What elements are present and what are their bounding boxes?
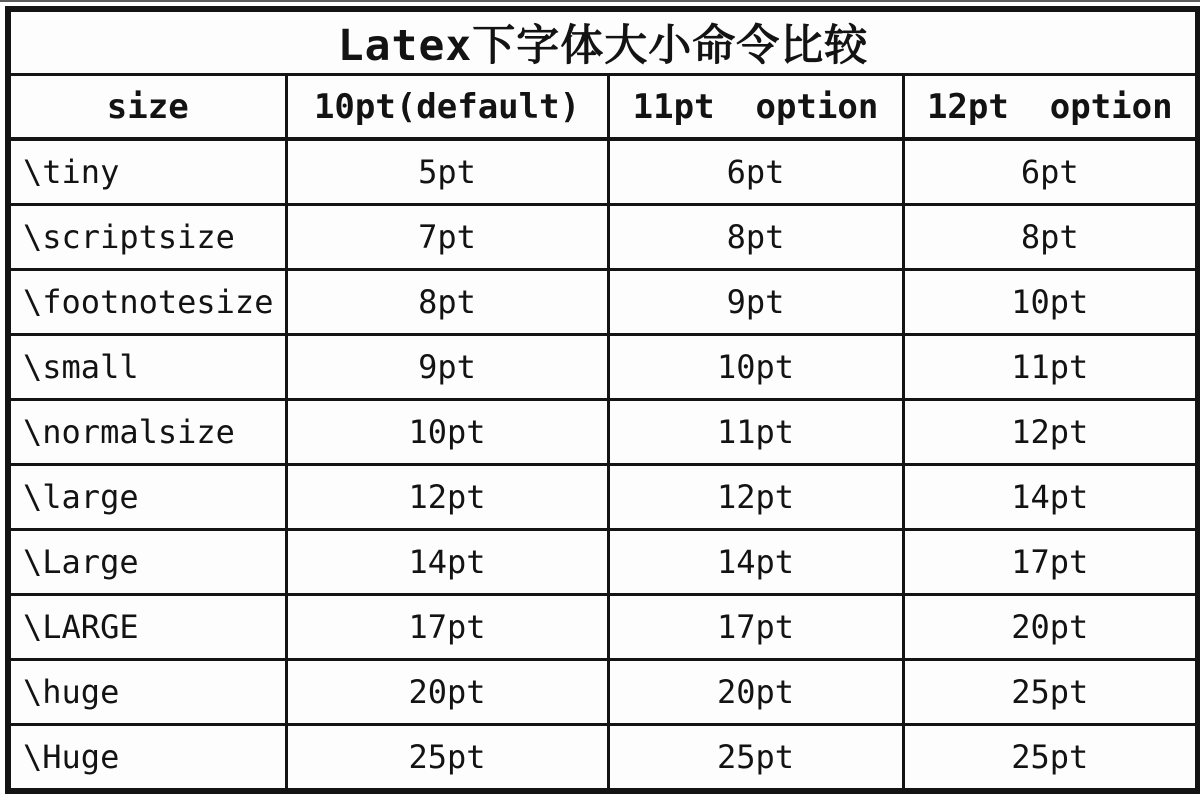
column-header-10pt-default: 10pt(default) <box>286 75 608 140</box>
cropped-top-line-artifact <box>0 0 1200 2</box>
cell-command: \huge <box>8 660 286 725</box>
header-row <box>8 75 1198 140</box>
cell-value-10pt: 9pt <box>286 335 608 400</box>
cell-value-11pt: 10pt <box>608 335 903 400</box>
cell-value-10pt: 25pt <box>286 725 608 792</box>
cell-value-11pt: 25pt <box>608 725 903 792</box>
cell-value-10pt: 7pt <box>286 205 608 270</box>
cell-command: \normalsize <box>8 400 286 465</box>
cell-command: \large <box>8 465 286 530</box>
cell-value-11pt: 14pt <box>608 530 903 595</box>
table-row-normalsize <box>8 400 1198 465</box>
cell-value-12pt: 10pt <box>903 270 1198 335</box>
cell-value-11pt: 6pt <box>608 139 903 205</box>
title-row <box>8 9 1198 75</box>
cell-command: \Large <box>8 530 286 595</box>
latex-font-size-table <box>5 6 1200 794</box>
cell-value-11pt: 11pt <box>608 400 903 465</box>
cell-command: \LARGE <box>8 595 286 660</box>
cell-value-12pt: 17pt <box>903 530 1198 595</box>
cell-value-11pt: 9pt <box>608 270 903 335</box>
cell-value-12pt: 11pt <box>903 335 1198 400</box>
cell-value-11pt: 17pt <box>608 595 903 660</box>
cell-command: \scriptsize <box>8 205 286 270</box>
table-row-tiny <box>8 139 1198 205</box>
cell-command: \Huge <box>8 725 286 792</box>
cell-value-12pt: 14pt <box>903 465 1198 530</box>
cell-value-10pt: 20pt <box>286 660 608 725</box>
table-row-footnotesize <box>8 270 1198 335</box>
table-row-large-capitalized <box>8 530 1198 595</box>
cell-value-11pt: 20pt <box>608 660 903 725</box>
table-row-small <box>8 335 1198 400</box>
table-row-large <box>8 465 1198 530</box>
cell-value-10pt: 17pt <box>286 595 608 660</box>
cell-value-10pt: 12pt <box>286 465 608 530</box>
cell-value-12pt: 25pt <box>903 660 1198 725</box>
cell-value-12pt: 6pt <box>903 139 1198 205</box>
column-header-12pt-option: 12pt option <box>903 75 1198 140</box>
column-header-size: size <box>8 75 286 140</box>
cell-value-12pt: 12pt <box>903 400 1198 465</box>
cell-value-10pt: 10pt <box>286 400 608 465</box>
cell-value-11pt: 8pt <box>608 205 903 270</box>
cell-value-10pt: 5pt <box>286 139 608 205</box>
cell-command: \footnotesize <box>8 270 286 335</box>
cell-value-10pt: 14pt <box>286 530 608 595</box>
table-row-large-uppercase <box>8 595 1198 660</box>
cell-value-11pt: 12pt <box>608 465 903 530</box>
table-row-scriptsize <box>8 205 1198 270</box>
column-header-11pt-option: 11pt option <box>608 75 903 140</box>
table-row-huge-capitalized <box>8 725 1198 792</box>
cell-value-12pt: 20pt <box>903 595 1198 660</box>
cell-value-12pt: 8pt <box>903 205 1198 270</box>
cell-value-12pt: 25pt <box>903 725 1198 792</box>
cell-command: \small <box>8 335 286 400</box>
cell-value-10pt: 8pt <box>286 270 608 335</box>
cell-command: \tiny <box>8 139 286 205</box>
table-row-huge <box>8 660 1198 725</box>
table-title: Latex下字体大小命令比较 <box>8 9 1198 75</box>
